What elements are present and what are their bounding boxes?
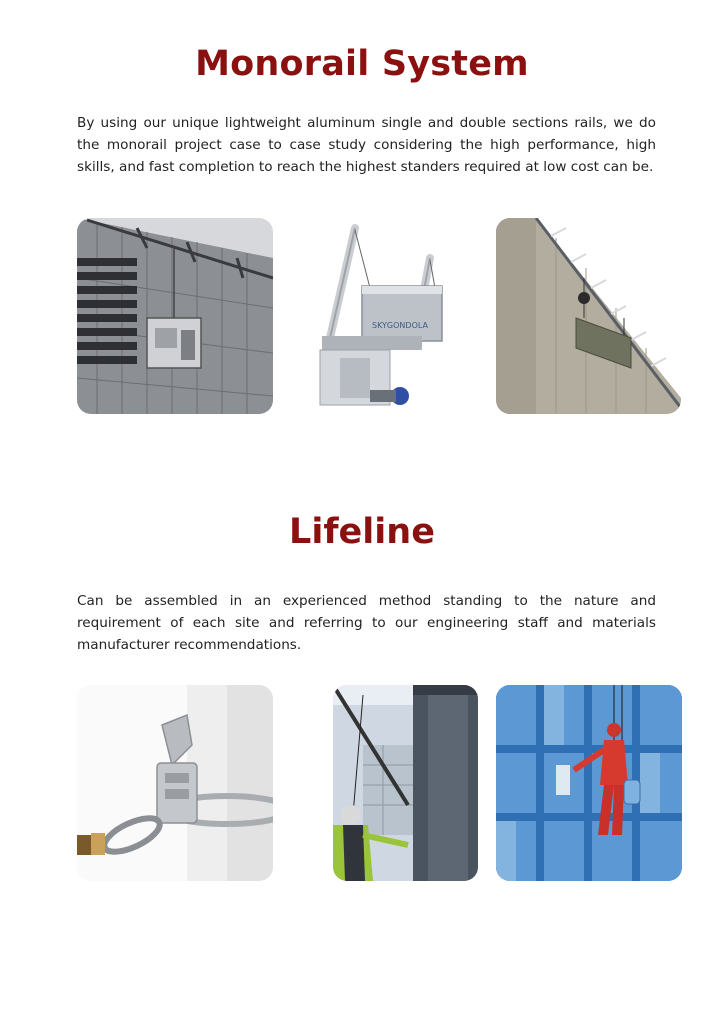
lifeline-clamp-photo xyxy=(77,685,273,881)
monorail-gondola-photo xyxy=(300,218,448,414)
lifeline-description: Can be assembled in an experienced method standing to the nature and requirement of each site and referring to our engineering staff and materials manufacturer recommendations. xyxy=(77,593,656,653)
monorail-wall-photo xyxy=(496,218,681,414)
monorail-facade-photo xyxy=(77,218,273,414)
gondola-brand-label: SKYGONDOLA xyxy=(372,321,428,330)
monorail-description: By using our unique lightweight aluminum single and double sections rails, we do the monorail project case to case study considering the high performance, high skills, and fast completion to reach the highest standers required at low cost can be. xyxy=(77,115,656,175)
lifeline-title: Lifeline xyxy=(289,512,435,552)
monorail-title: Monorail System xyxy=(195,44,529,84)
lifeline-worker-photo xyxy=(333,685,478,881)
lifeline-window-cleaner-photo xyxy=(496,685,682,881)
